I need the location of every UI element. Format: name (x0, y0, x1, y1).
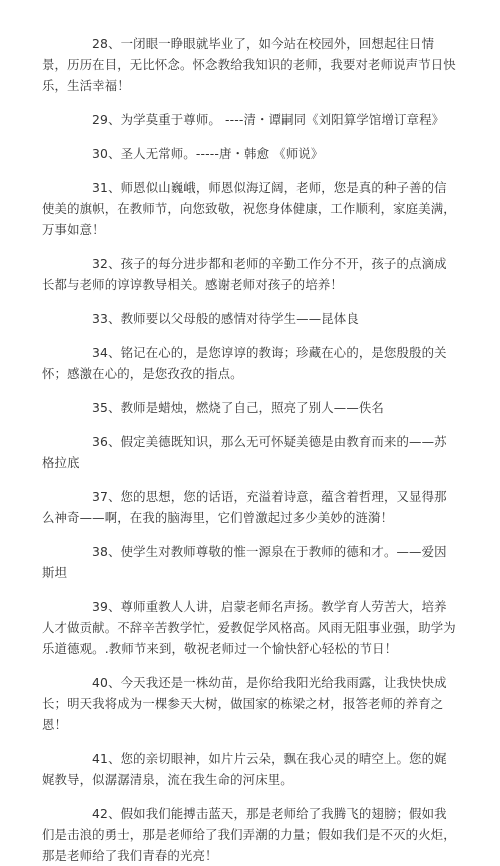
paragraph-42: 42、假如我们能搏击蓝天，那是老师给了我腾飞的翅膀；假如我们是击浪的勇士，那是老师给了我们弄潮的力量；假如我们是不灭的火炬，那是老师给了我们青春的光亮！ (42, 806, 456, 863)
paragraph-33: 33、教师要以父母般的感情对待学生——昆体良 (92, 311, 359, 326)
paragraph-30: 30、圣人无常师。-----唐・韩愈 《师说》 (92, 146, 324, 161)
paragraph-29: 29、为学莫重于尊师。 ----清・谭嗣同《刘阳算学馆增订章程》 (92, 112, 445, 127)
paragraph-39: 39、尊师重教人人讲，启蒙老师名声扬。教学育人劳苦大，培养人才做贡献。不辞辛苦教学忙，爱教促学风格高。风雨无阻事业强，助学为乐道德观。.教师节来到，敬祝老师过一个愉快舒心轻松的节日！ (42, 599, 456, 656)
paragraph-34: 34、铭记在心的，是您谆谆的教诲；珍藏在心的，是您殷殷的关怀；感激在心的，是您孜孜的指点。 (42, 345, 447, 381)
paragraph-32: 32、孩子的每分进步都和老师的辛勤工作分不开，孩子的点滴成长都与老师的谆谆教导相关。感谢老师对孩子的培养！ (42, 256, 447, 292)
paragraph-41: 41、您的亲切眼神，如片片云朵，飘在我心灵的晴空上。您的娓娓教导，似潺潺清泉，流在我生命的河床里。 (42, 751, 447, 787)
paragraph-28: 28、一闭眼一睁眼就毕业了，如今站在校园外，回想起往日情景，历历在目，无比怀念。怀念教给我知识的老师，我要对老师说声节日快乐，生活幸福！ (42, 36, 456, 93)
paragraph-31: 31、师恩似山巍峨，师恩似海辽阔，老师，您是真的种子善的信使美的旗帜，在教师节，向您致敬，祝您身体健康，工作顺利，家庭美满，万事如意！ (42, 180, 456, 237)
paragraph-36: 36、假定美德既知识，那么无可怀疑美德是由教育而来的——苏格拉底 (42, 434, 447, 470)
paragraph-37: 37、您的思想，您的话语，充溢着诗意，蕴含着哲理，又显得那么神奇——啊，在我的脑海里，它们曾激起过多少美妙的涟漪！ (42, 489, 447, 525)
paragraph-38: 38、使学生对教师尊敬的惟一源泉在于教师的德和才。——爱因斯坦 (42, 544, 447, 580)
paragraph-40: 40、今天我还是一株幼苗，是你给我阳光给我雨露，让我快快成长；明天我将成为一棵参天大树，做国家的栋梁之材，报答老师的养育之恩！ (42, 675, 447, 732)
paragraph-35: 35、教师是蜡烛，燃烧了自己，照亮了别人——佚名 (92, 400, 384, 415)
